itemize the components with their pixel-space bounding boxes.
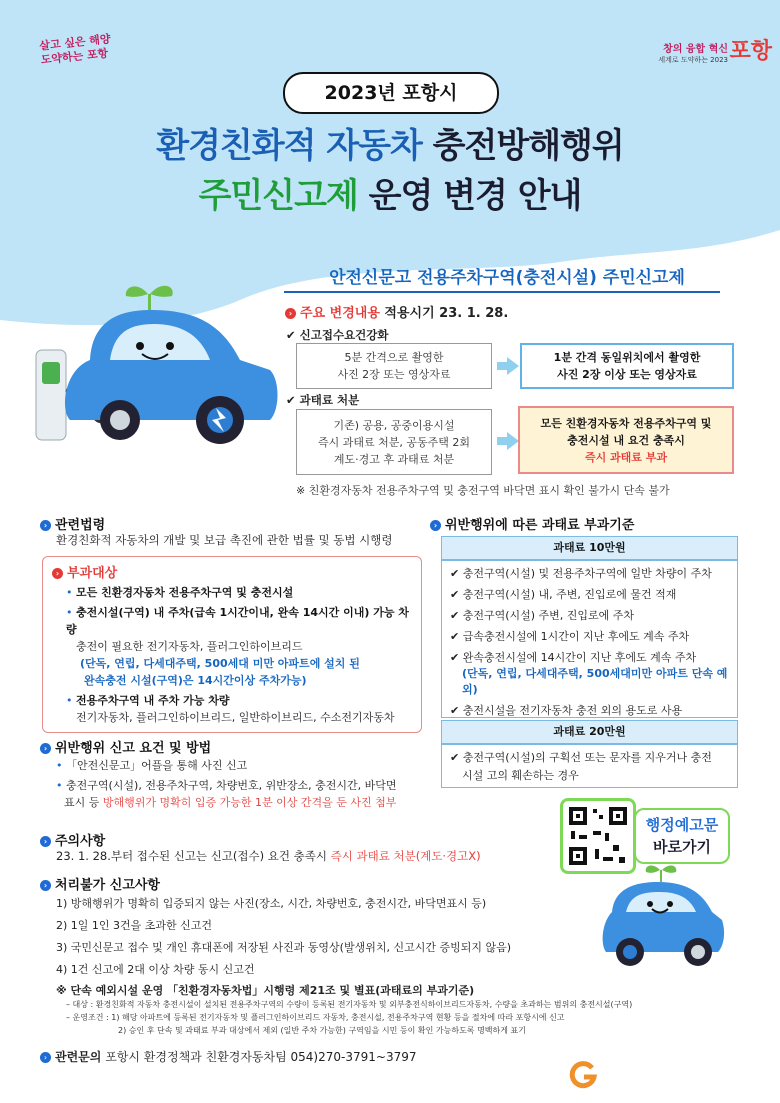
- changes-subhead: 안전신문고 전용주차구역(충전시설) 주민신고제: [329, 268, 685, 288]
- report-b2-a: 충전구역(시설), 전용주차구역, 차량번호, 위반장소, 충전시간, 바닥면: [66, 779, 397, 792]
- law-title-row: [40, 514, 105, 533]
- main-change-label: 주요 변경내용: [300, 306, 380, 321]
- main-title-line2: [0, 168, 780, 217]
- fine-10-row-4-text: 급속충전시설에 1시간이 지난 후에도 계속 주차: [462, 630, 690, 643]
- fine-10-table: [441, 560, 738, 718]
- item1-label-row: ✔ 신고접수요건강화: [286, 328, 389, 342]
- subjects-title-row: [52, 562, 117, 581]
- fine-10-row-2-text: 충전구역(시설) 내, 주변, 진입로에 물건 적재: [462, 588, 677, 601]
- changes-note: ※ 친환경자동차 전용주차구역 및 충전구역 바닥면 표시 확인 불가시 단속 불가: [296, 484, 670, 497]
- fine-20-row-1b: 시설 고의 훼손하는 경우: [462, 769, 579, 782]
- title-line2-a: 주민신고제: [198, 176, 358, 216]
- fine-10-row-5: ✔ 완속충전시설에 14시간이 지난 후에도 계속 주차: [450, 651, 697, 664]
- main-title-line1: [0, 118, 780, 167]
- report-title: 위반행위 신고 요건 및 방법: [55, 741, 212, 756]
- main-change-title: [285, 302, 508, 321]
- fine-10-row-3: ✔ 충전구역(시설) 주변, 진입로에 주차: [450, 609, 635, 622]
- chevron-icon-subjects: ›: [52, 568, 63, 579]
- fine-10-header: 과태료 10만원: [441, 536, 738, 560]
- subjects-list: • 모든 친환경자동차 전용주차구역 및 충전시설 • 충전시설(구역) 내 주차(급속 1시간이내, 완속 14시간 이내) 가능 차량 충전이 필요한 전기자동차, 플러그인하이브리드 (단독, 연립, 다세대주택, 500세대 미만 아파트에 설치 된 완속충전 시설(구역)은 14시간이상 주차가능) • 전용주차구역 내 주차 가능 차량 전기자동차, 플러그인하이브리드, 일반하이브리드, 수소전기자동차: [66, 584, 418, 726]
- fine-20-header: 과태료 20만원: [441, 720, 738, 744]
- chevron-icon-law: ›: [40, 520, 51, 531]
- fines-title: 위반행위에 따른 과태료 부과기준: [445, 518, 635, 533]
- contact-text: 포항시 환경정책과 친환경자동차팀 054)270-3791~3797: [105, 1050, 417, 1064]
- report-title-row: [40, 737, 211, 756]
- g-logo-icon: [568, 1060, 598, 1090]
- item2-after-text: 모든 친환경자동차 전용주차구역 및 충전시설 내 요건 충족시: [540, 416, 712, 447]
- unable-item-1: 1) 방해행위가 명확히 입증되지 않는 사진(장소, 시간, 차량번호, 충전시간, 바닥면표시 등): [56, 897, 487, 910]
- unable-item-4: 4) 1건 신고에 2대 이상 차량 동시 신고건: [56, 963, 255, 976]
- chevron-icon-report: ›: [40, 743, 51, 754]
- fine-20-row-1: ✔ 충전구역(시설)의 구획선 또는 문자를 지우거나 충전: [450, 751, 712, 764]
- fine-10-row-5-note: (단독, 연립, 다세대주택, 500세대미만 아파트 단속 예외): [462, 667, 728, 696]
- notice-link-line2: 바로가기: [653, 838, 711, 856]
- item2-label: 과태료 처분: [299, 393, 360, 407]
- caution-title-row: [40, 830, 105, 849]
- fine-10-row-6: ✔ 충전시설을 전기자동차 충전 외의 용도로 사용: [450, 704, 683, 717]
- caution-text-red: 즉시 과태료 처분(계도·경고X): [330, 849, 481, 863]
- subject-b2-blue2: 완속충전 시설(구역)은 14시간이상 주차가능): [84, 674, 307, 687]
- notice-link-button[interactable]: [634, 808, 730, 864]
- fine-20-table: [441, 744, 738, 788]
- title-line2-b: 운영 변경 안내: [368, 176, 582, 216]
- subhead-underline: [284, 291, 720, 293]
- subject-b2-sub: 충전이 필요한 전기자동차, 플러그인하이브리드: [76, 640, 303, 653]
- fine-20-row-1-text: 충전구역(시설)의 구획선 또는 문자를 지우거나 충전: [462, 751, 712, 764]
- chevron-icon-unable: ›: [40, 880, 51, 891]
- caution-text-a: 23. 1. 28.부터 접수된 신고는 신고(접수) 요건 충족시: [56, 849, 327, 863]
- fine-10-row-2: ✔ 충전구역(시설) 내, 주변, 진입로에 물건 적재: [450, 588, 677, 601]
- year-title: 2023년 포항시: [283, 72, 499, 114]
- caution-title: 주의사항: [55, 834, 106, 849]
- chevron-icon-caution: ›: [40, 836, 51, 847]
- chevron-icon-contact: ›: [40, 1052, 51, 1063]
- unable-item-2: 2) 1일 1인 3건을 초과한 신고건: [56, 919, 213, 932]
- exception-fine1: – 대상 : 환경친화적 자동차 충전시설이 설치된 전용주차구역의 수량이 등록된 전기자동차 및 외부충전식하이브리드자동차, 수량을 초과하는 범위의 충전시설(구역): [66, 1000, 633, 1009]
- unable-list: [56, 893, 576, 981]
- subject-b1: 모든 친환경자동차 전용주차구역 및 충전시설: [76, 586, 294, 599]
- unable-title: 처리불가 신고사항: [55, 878, 160, 893]
- fine-10-row-6-text: 충전시설을 전기자동차 충전 외의 용도로 사용: [462, 704, 683, 717]
- item1-before-box: 5분 간격으로 촬영한 사진 2장 또는 영상자료: [296, 343, 492, 389]
- exception-fine3: 2) 승인 후 단속 및 과태료 부과 대상에서 제외 (일반 주차 가능한) 구역임을 시민 등이 확인 가능하도록 명백하게 표기: [118, 1026, 526, 1035]
- report-b1: 「안전신문고」어플을 통해 사진 신고: [66, 759, 248, 772]
- fine-10-row-5-text: 완속충전시설에 14시간이 지난 후에도 계속 주차: [462, 651, 697, 664]
- subject-b2: 충전시설(구역) 내 주차(급속 1시간이내, 완속 14시간 이내) 가능 차량: [66, 606, 409, 636]
- pohang-logo: 포항: [729, 39, 772, 64]
- small-car-illustration: [598, 862, 728, 972]
- report-b2-red: 방해행위가 명확히 입증 가능한 1분 이상 간격을 둔 사진 첨부: [102, 796, 397, 809]
- report-list: • 「안전신문고」어플을 통해 사진 신고 • 충전구역(시설), 전용주차구역, 차량번호, 위반장소, 충전시간, 바닥면 표시 등 방해행위가 명확히 입증 가능한 1분 이상 간격을 둔 사진 첨부: [56, 759, 397, 809]
- subject-b3: 전용주차구역 내 주차 가능 차량: [76, 694, 230, 707]
- contact-title: 관련문의: [55, 1050, 102, 1064]
- electric-car-illustration: [30, 280, 290, 450]
- subject-b3-sub: 전기자동차, 플러그인하이브리드, 일반하이브리드, 수소전기자동차: [76, 711, 395, 724]
- item2-before-box: 기존) 공용, 공중이용시설 즉시 과태료 처분, 공동주택 2회 계도·경고 후 과태료 처분: [296, 409, 492, 475]
- slogan-right-line1: 창의 융합 혁신: [663, 44, 728, 55]
- law-title: 관련법령: [55, 518, 106, 533]
- subjects-title: 부과대상: [67, 566, 118, 581]
- item2-after-highlight: 즉시 과태료 부과: [584, 450, 668, 464]
- item1-label: 신고접수요건강화: [299, 328, 389, 342]
- effective-date: 적용시기 23. 1. 28.: [384, 306, 509, 321]
- chevron-right-icon: ›: [285, 308, 296, 319]
- unable-item-3: 3) 국민신문고 접수 및 개인 휴대폰에 저장된 사진과 동영상(발생위치, 신고시간 증빙되지 않음): [56, 941, 511, 954]
- report-b2-b: 표시 등: [64, 796, 100, 809]
- title-line1-b: 충전방해행위: [432, 126, 624, 166]
- fines-title-row: [430, 514, 634, 533]
- arrow-right-icon: [507, 357, 519, 375]
- item2-label-row: ✔ 과태료 처분: [286, 393, 360, 407]
- item2-after-box: [518, 406, 734, 474]
- slogan-right: [658, 39, 772, 65]
- unable-title-row: [40, 874, 160, 893]
- item1-after-box: 1분 간격 동일위치에서 촬영한 사진 2장 이상 또는 영상자료: [520, 343, 734, 389]
- slogan-left: 살고 싶은 해양 도약하는 포항: [38, 32, 112, 67]
- notice-link-line1: 행정예고문: [645, 816, 719, 834]
- exception-title: ※ 단속 예외시설 운영 「친환경자동차법」시행령 제21조 및 별표(과태료의 부과기준): [56, 984, 475, 997]
- exception-fine2: – 운영조건 : 1) 해당 아파트에 등록된 전기자동차 및 플러그인하이브리드 자동차, 충전시설, 전용주차구역 현황 등을 절차에 따라 포항시에 신고: [66, 1013, 565, 1022]
- subject-b2-blue1: (단독, 연립, 다세대주택, 500세대 미만 아파트에 설치 된: [80, 657, 360, 670]
- contact-row: [40, 1048, 416, 1065]
- chevron-icon-fines: ›: [430, 520, 441, 531]
- slogan-right-line2: 세계로 도약하는 2023: [658, 56, 728, 64]
- fine-10-row-1: ✔ 충전구역(시설) 및 전용주차구역에 일반 차량이 주차: [450, 567, 712, 580]
- law-text: 환경친화적 자동차의 개발 및 보급 촉진에 관한 법률 및 동법 시행령: [56, 533, 393, 547]
- fine-10-row-1-text: 충전구역(시설) 및 전용주차구역에 일반 차량이 주차: [462, 567, 712, 580]
- fine-10-row-4: ✔ 급속충전시설에 1시간이 지난 후에도 계속 주차: [450, 630, 690, 643]
- title-line1-a: 환경친화적 자동차: [156, 126, 422, 166]
- caution-text: [56, 848, 481, 865]
- fine-10-row-3-text: 충전구역(시설) 주변, 진입로에 주차: [462, 609, 635, 622]
